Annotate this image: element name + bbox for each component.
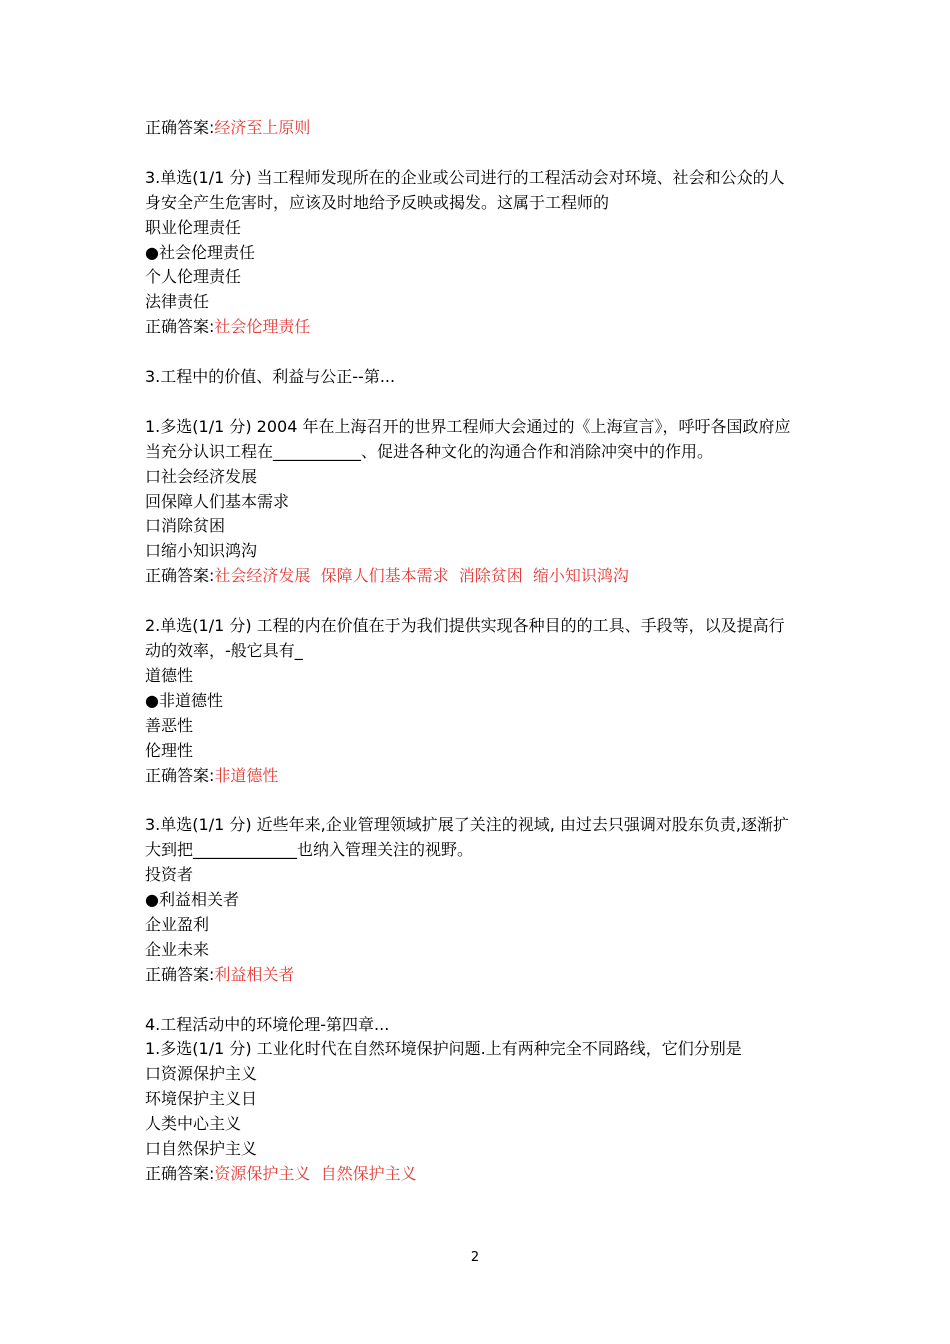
answer-value: 利益相关者 <box>214 964 295 984</box>
option: 个人伦理责任 <box>145 267 242 287</box>
option: 企业盈利 <box>145 914 210 934</box>
question-stem: 3.单选(1/1 分) 当工程师发现所在的企业或公司进行的工程活动会对环境、社会和公众的人 <box>145 167 785 187</box>
option: 人类中心主义 <box>145 1114 242 1134</box>
option: 口资源保护主义 <box>145 1064 258 1084</box>
option: ●利益相关者 <box>145 890 239 910</box>
answer-value: 社会经济发展 保障人们基本需求 消除贫困 缩小知识鸿沟 <box>214 566 629 586</box>
question-stem: 3.单选(1/1 分) 近些年来,企业管理领域扩展了关注的视域, 由过去只强调对股东负责,逐渐扩 <box>145 815 790 835</box>
option: 职业伦理责任 <box>145 217 242 237</box>
page-number: 2 <box>470 1250 480 1265</box>
answer-line <box>145 963 825 988</box>
option: ●非道德性 <box>145 690 223 710</box>
question-stem: 动的效率，-般它具有_ <box>145 640 303 660</box>
answer-value: 资源保护主义 自然保护主义 <box>214 1163 417 1183</box>
option: 回保障人们基本需求 <box>145 491 290 511</box>
answer-line <box>145 564 825 589</box>
question-stem: 大到把_____________也纳入管理关注的视野。 <box>145 840 474 860</box>
option: 善恶性 <box>145 715 194 735</box>
answer-label: 正确答案: <box>145 765 215 785</box>
option: 环境保护主义日 <box>145 1089 258 1109</box>
answer-label: 正确答案: <box>145 317 215 337</box>
answer-label: 正确答案: <box>145 118 215 137</box>
option: 企业未来 <box>145 939 210 959</box>
document-body <box>145 116 825 1187</box>
option: 口自然保护主义 <box>145 1139 258 1159</box>
option: ●社会伦理责任 <box>145 242 255 262</box>
option: 口缩小知识鸿沟 <box>145 541 258 561</box>
option: 投资者 <box>145 865 194 885</box>
answer-value: 非道德性 <box>214 765 279 785</box>
option: 法律责任 <box>145 292 210 312</box>
question-stem: 2.单选(1/1 分) 工程的内在价值在于为我们提供实现各种目的的工具、手段等，以及提高行 <box>145 616 785 636</box>
question-stem: 当充分认识工程在___________、促进各种文化的沟通合作和消除冲突中的作用。 <box>145 441 714 461</box>
option: 口社会经济发展 <box>145 466 258 486</box>
answer-line <box>145 1162 825 1187</box>
question-stem: 1.多选(1/1 分) 2004 年在上海召开的世界工程师大会通过的《上海宣言》，呼吁各国政府应 <box>145 416 791 436</box>
answer-value: 社会伦理责任 <box>214 317 311 337</box>
answer-label: 正确答案: <box>145 964 215 984</box>
section-title: 3.工程中的价值、利益与公正--第... <box>145 367 396 387</box>
answer-line <box>145 315 825 340</box>
option: 伦理性 <box>145 740 194 760</box>
answer-line <box>145 116 825 141</box>
section-title: 4.工程活动中的环境伦理-第四章... <box>145 1014 390 1034</box>
answer-label: 正确答案: <box>145 1163 215 1183</box>
answer-label: 正确答案: <box>145 566 215 586</box>
option: 口消除贫困 <box>145 516 226 536</box>
answer-value: 经济至上原则 <box>214 118 311 137</box>
question-stem: 1.多选(1/1 分) 工业化时代在自然环境保护问题.上有两种完全不同路线，它们分别是 <box>145 1039 742 1059</box>
question-stem: 身安全产生危害时，应该及时地给予反映或揭发。这属于工程师的 <box>145 192 610 212</box>
option: 道德性 <box>145 665 194 685</box>
answer-line <box>145 764 825 789</box>
